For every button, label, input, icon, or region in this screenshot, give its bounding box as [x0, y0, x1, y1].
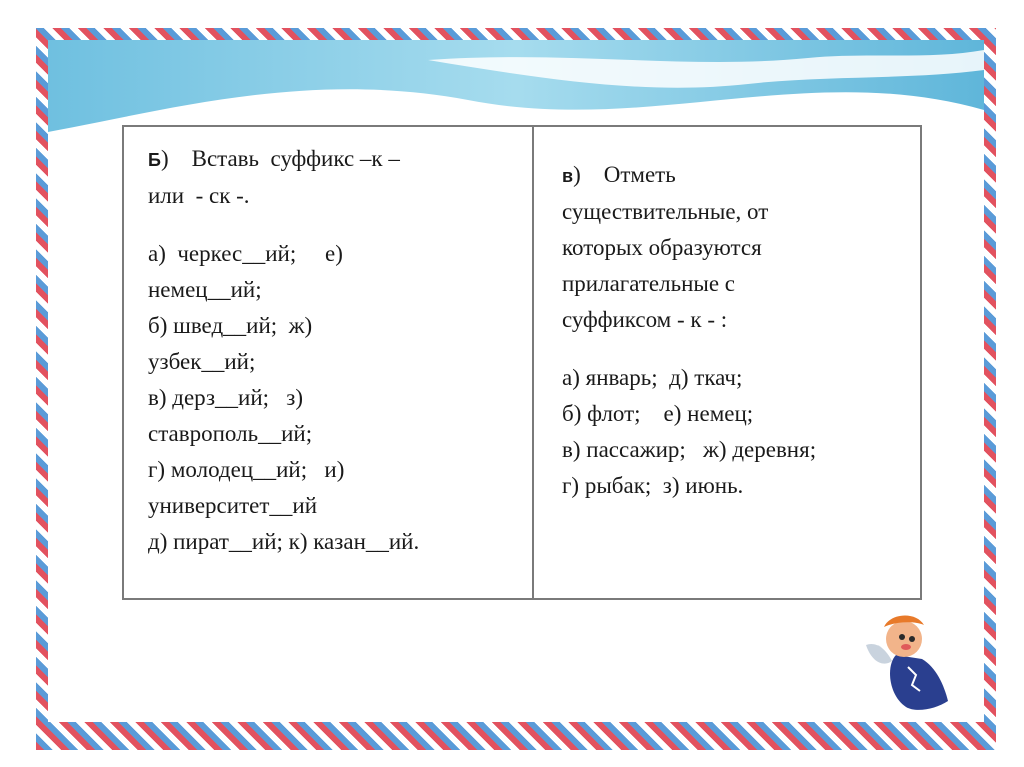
task-v-line: прилагательные с: [562, 271, 736, 296]
task-v-line: которых образуются: [562, 235, 762, 260]
task-b-item: а) черкес__ий; е): [148, 241, 343, 266]
task-b-letter: Б: [148, 150, 161, 170]
task-b-heading: [148, 141, 532, 178]
task-v-line: суффиксом - к - :: [562, 307, 728, 332]
task-b-item: д) пират__ий; к) казан__ий.: [148, 529, 420, 554]
task-b-item: б) швед__ий; ж): [148, 313, 313, 338]
task-b-item: узбек__ий;: [148, 349, 256, 374]
task-b-heading-text: ) Вставь суффикс –к –: [160, 146, 400, 171]
task-v-column: [534, 127, 920, 598]
task-v-heading: [562, 157, 920, 194]
task-b-item: в) дерз__ий; з): [148, 385, 304, 410]
task-b-item: университет__ий: [148, 493, 317, 518]
exercise-table: [122, 125, 922, 600]
task-v-line: существительные, от: [562, 199, 769, 224]
spacer: [562, 338, 920, 360]
task-v-letter: в: [562, 166, 574, 186]
task-b-item: ставрополь__ий;: [148, 421, 313, 446]
task-b-column: [124, 127, 534, 598]
task-v-item: г) рыбак; з) июнь.: [562, 473, 744, 498]
task-b-item: г) молодец__ий; и): [148, 457, 345, 482]
wizard-mascot-icon: [856, 605, 966, 715]
spacer: [148, 214, 532, 236]
task-v-heading-text: ) Отметь: [573, 162, 676, 187]
task-v-item: в) пассажир; ж) деревня;: [562, 437, 817, 462]
task-b-item: немец__ий;: [148, 277, 262, 302]
task-v-item: а) январь; д) ткач;: [562, 365, 743, 390]
task-v-item: б) флот; е) немец;: [562, 401, 754, 426]
task-b-heading-line2: или - ск -.: [148, 183, 250, 208]
